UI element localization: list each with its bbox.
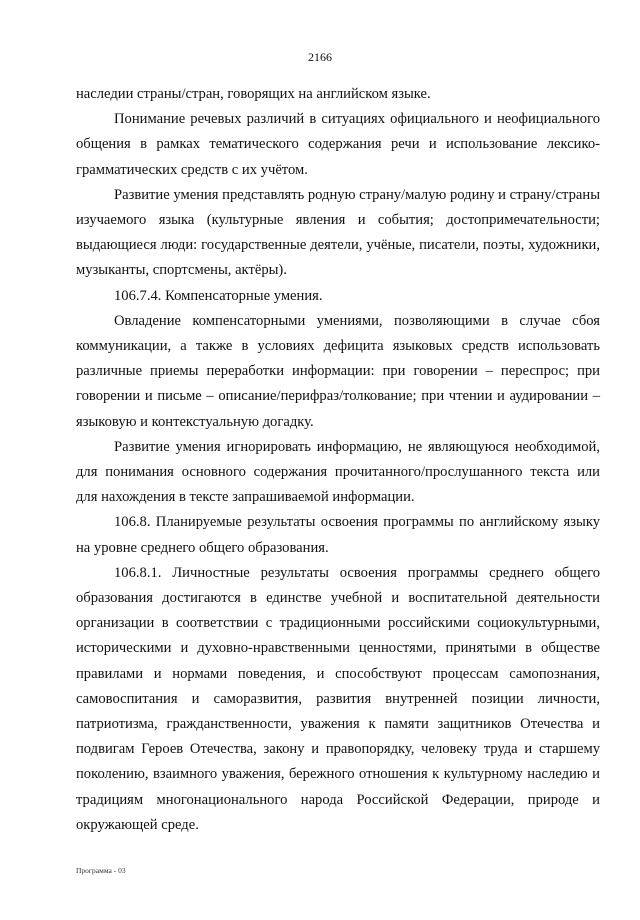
paragraph: наследии страны/стран, говорящих на английском языке. [76,86,431,102]
paragraph: Развитие умения игнорировать информацию, не являющуюся необходимой, для понимания основного содержания прочитанного/прослушанного текста или для нахождения в тексте запрашиваемой информации. [76,438,600,506]
page-number: 2166 [308,50,332,64]
section-heading: 106.8. Планируемые результаты освоения программы по английскому языку на уровне среднего общего образования. [76,514,600,556]
paragraph: Развитие умения представлять родную страну/малую родину и страну/страны изучаемого языка (культурные явления и события; достопримечательности; выдающиеся люди: государственные деятели, учёные, писатели, поэты, художники, музыканты, спортсмены, актёры). [76,186,600,279]
page-footer: Программа - 03 [76,866,126,875]
document-body [76,82,600,838]
paragraph: Овладение компенсаторными умениями, позволяющими в случае сбоя коммуникации, а также в условиях дефицита языковых средств использовать различные приемы переработки информации: при говорении – переспрос; при говорении и письме – описание/перифраз/толкование; при чтении и аудировании – языковую и контекстуальную догадку. [76,312,600,430]
section-heading: 106.7.4. Компенсаторные умения. [114,287,323,304]
paragraph: Понимание речевых различий в ситуациях официального и неофициального общения в рамках тематического содержания речи и использование лексико-грамматических средств с их учётом. [76,111,600,178]
paragraph: 106.8.1. Личностные результаты освоения программы среднего общего образования достигаются в единстве учебной и воспитательной деятельности организации в соответствии с традиционными российскими социокультурными, историческими и духовно-нравственными ценностями, принятыми в обществе правилами и нормами поведения, и способствуют процессам самопознания, самовоспитания и саморазвития, развития внутренней позиции личности, патриотизма, гражданственности, уважения к памяти защитников Отечества и подвигам Героев Отечества, закону и правопорядку, человеку труда и старшему поколению, взаимного уважения, бережного отношения к культурному наследию и традициям многонационального народа Российской Федерации, природе и окружающей среде. [76,564,600,833]
